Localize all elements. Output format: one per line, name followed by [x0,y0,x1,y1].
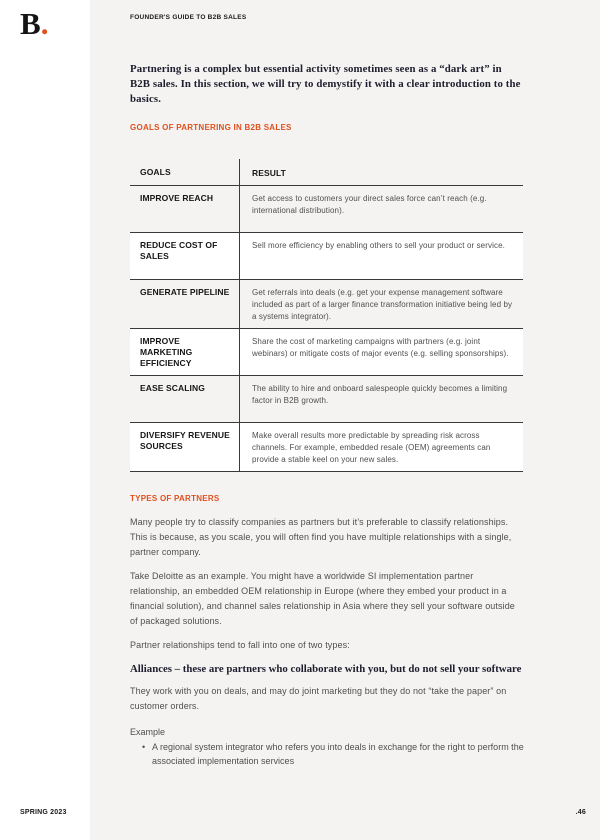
result-cell: Make overall results more predictable by spreading risk across channels. For example, embedded resale (OEM) agreements can provide a stable keel on your new sales. [252,431,491,464]
brand-logo [20,6,48,42]
document-header-title: FOUNDER'S GUIDE TO B2B SALES [130,14,247,21]
goal-cell: REDUCE COST OF SALES [130,233,240,279]
body-paragraph: Many people try to classify companies as partners but it’s preferable to classify relationships. This is because, as you scale, you will often find you have multiple relationships with a single, partner company. [130,517,512,557]
table-row [130,423,523,472]
table-row [130,329,523,376]
goals-result-table [130,159,523,472]
goal-cell: DIVERSIFY REVENUE SOURCES [130,423,240,471]
intro-paragraph: Partnering is a complex but essential activity sometimes seen as a “dark art” in B2B sales. In this section, we will try to demystify it with a clear introduction to the basics. [130,63,521,105]
table-header-row [130,159,523,186]
result-cell: Share the cost of marketing campaigns with partners (e.g. joint webinars) or mitigate costs of major events (e.g. selling sponsorships). [252,337,509,358]
column-header-goals: GOALS [130,159,240,185]
goal-cell: EASE SCALING [130,376,240,422]
table-row [130,280,523,329]
footer-date: SPRING 2023 [20,809,67,816]
partners-section-heading: TYPES OF PARTNERS [130,494,220,503]
goal-cell: IMPROVE REACH [130,186,240,232]
example-label: Example [130,727,166,737]
body-paragraph: Take Deloitte as an example. You might have a worldwide SI implementation partner relationship, an embedded OEM relationship in Europe (where they embed your product in a financial solution), and channel sales relationship in Asia where they sell your software outside of packaged solutions. [130,571,515,626]
alliances-subheading: Alliances – these are partners who collaborate with you, but do not sell your software [130,663,522,675]
goal-cell: IMPROVE MARKETING EFFICIENCY [130,329,240,375]
column-header-result: RESULT [252,168,286,178]
example-bullet-list [130,740,524,768]
result-cell: Get referrals into deals (e.g. get your expense management software included as part of a larger finance transformation initiative being led by a systems integrator). [252,288,513,321]
page-content [130,62,524,768]
goal-cell: GENERATE PIPELINE [130,280,240,328]
result-cell: The ability to hire and onboard salespeople quickly becomes a limiting factor in B2B growth. [252,384,508,405]
result-cell: Get access to customers your direct sales force can’t reach (e.g. international distribution). [252,194,487,215]
result-cell: Sell more efficiency by enabling others to sell your product or service. [252,241,505,250]
example-bullet-item: • A regional system integrator who refers you into deals in exchange for the right to perform the associated implementation services [130,740,524,768]
body-paragraph: Partner relationships tend to fall into one of two types: [130,640,350,650]
brand-logo-dot: . [40,6,49,41]
brand-logo-letter: B [20,6,41,41]
table-row [130,233,523,280]
table-row [130,376,523,423]
table-row [130,186,523,233]
goals-section-heading: GOALS OF PARTNERING IN B2B SALES [130,123,292,132]
left-margin-panel [0,0,90,840]
footer-page-number: .46 [575,809,586,816]
alliances-body-paragraph: They work with you on deals, and may do joint marketing but they do not “take the paper” on customer orders. [130,686,507,711]
example-block [130,726,524,768]
